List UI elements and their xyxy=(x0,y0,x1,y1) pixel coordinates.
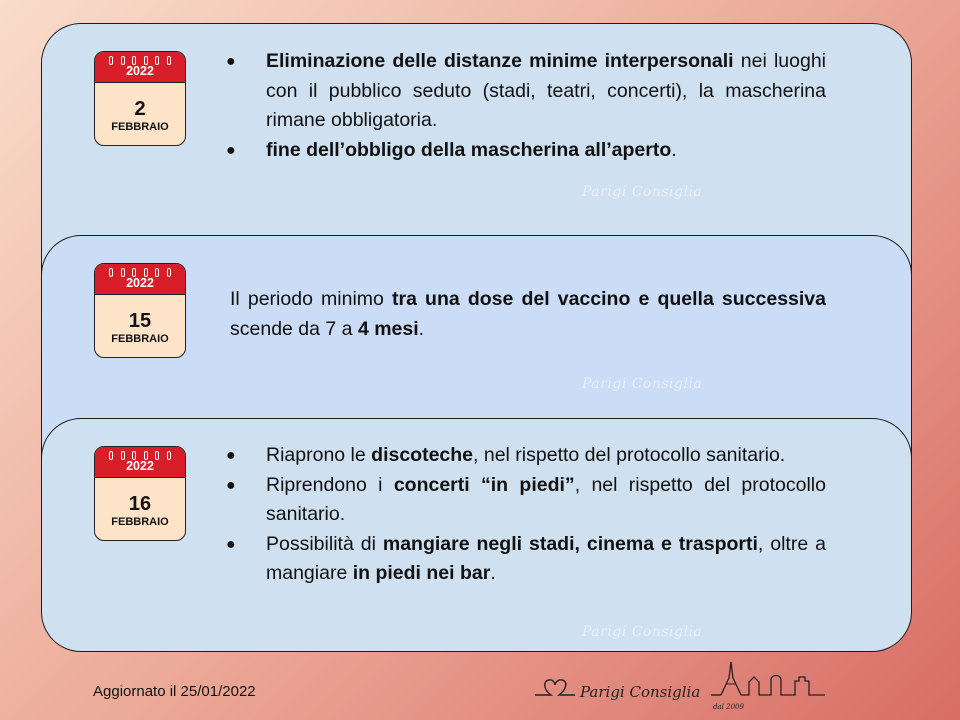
logo-text: Parigi Consiglia xyxy=(580,683,701,701)
list-item: ● Riprendono i concerti “in piedi”, nel rispetto del protocollo sanitario. xyxy=(230,471,826,530)
skyline-icon xyxy=(741,676,825,696)
calendar-month: FEBBRAIO xyxy=(111,516,169,528)
list-item: ● Eliminazione delle distanze minime interpersonali nei luoghi con il pubblico seduto (stadi, teatri, concerti), la mascherina rimane obbligatoria. xyxy=(230,47,826,136)
heart-icon xyxy=(535,680,575,695)
last-updated-text: Aggiornato il 25/01/2022 xyxy=(93,683,256,700)
paragraph: Il periodo minimo tra una dose del vaccino e quella successiva scende da 7 a 4 mesi. xyxy=(230,288,826,340)
list-item: ● Riaprono le discoteche, nel rispetto del protocollo sanitario. xyxy=(230,441,826,471)
calendar-icon xyxy=(94,446,186,541)
eiffel-tower-icon xyxy=(721,662,741,695)
calendar-year: 2022 xyxy=(95,52,185,83)
logo-subtext: dal 2009 xyxy=(713,703,744,711)
watermark-logo: Parigi Consiglia xyxy=(582,624,703,640)
calendar-month: FEBBRAIO xyxy=(111,333,169,345)
calendar-day: 2 xyxy=(134,98,146,120)
card-content xyxy=(230,47,826,165)
timeline-card-16-february xyxy=(41,418,912,652)
calendar-month: FEBBRAIO xyxy=(111,121,169,133)
calendar-icon xyxy=(94,51,186,146)
card-content xyxy=(230,285,826,344)
calendar-day: 16 xyxy=(128,493,152,515)
calendar-year: 2022 xyxy=(95,447,185,478)
watermark-logo: Parigi Consiglia xyxy=(582,184,703,200)
list-item: ● fine dell’obbligo della mascherina all’aperto. xyxy=(230,136,826,166)
parigi-consiglia-logo xyxy=(533,656,833,712)
card-content xyxy=(230,441,826,589)
calendar-icon xyxy=(94,263,186,358)
calendar-day: 15 xyxy=(128,310,152,332)
list-item: ● Possibilità di mangiare negli stadi, cinema e trasporti, oltre a mangiare in piedi nei bar. xyxy=(230,530,826,589)
watermark-logo: Parigi Consiglia xyxy=(582,376,703,392)
calendar-year: 2022 xyxy=(95,264,185,295)
